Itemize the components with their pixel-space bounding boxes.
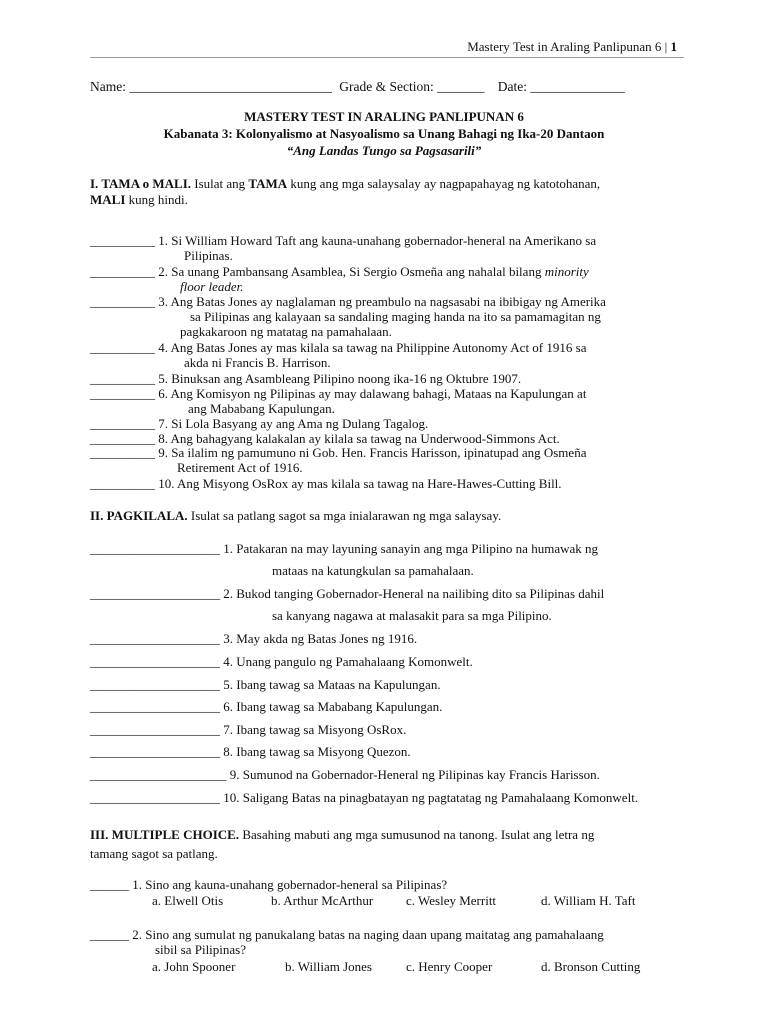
list-item	[90, 541, 598, 557]
list-item	[90, 340, 586, 356]
part2-heading: II. PAGKILALA.	[90, 508, 188, 523]
list-item	[90, 445, 586, 461]
list-item	[90, 294, 606, 310]
item-text-cont: ang Mababang Kapulungan.	[188, 401, 335, 416]
item-text: 7. Si Lola Basyang ay ang Ama ng Dulang Tagalog.	[158, 416, 429, 431]
item-text-cont: akda ni Francis B. Harrison.	[184, 355, 331, 370]
list-item	[90, 586, 604, 602]
item-text-cont: sa Pilipinas ang kalayaan sa sandaling maging handa na ito sa pamamagitan ng	[190, 309, 601, 324]
item-text: 9. Sa ilalim ng pamumuno ni Gob. Hen. Francis Harisson, ipinatupad ang Osmeña	[158, 445, 587, 460]
item-text: 1. Patakaran na may layuning sanayin ang mga Pilipino na humawak ng	[223, 541, 598, 556]
part3-instructions	[90, 827, 594, 843]
chapter-title: Kabanata 3: Kolonyalismo at Nasyoalismo sa Unang Bahagi ng Ika-20 Dantaon	[163, 126, 605, 141]
chapter-subtitle: “Ang Landas Tungo sa Pagsasarili”	[286, 143, 482, 158]
list-item	[90, 371, 521, 387]
answer-blank[interactable]: __________	[90, 340, 155, 355]
part2-instructions	[90, 508, 501, 524]
name-label: Name:	[90, 79, 126, 94]
item-text: 9. Sumunod na Gobernador-Heneral ng Pilipinas kay Francis Harisson.	[229, 767, 600, 782]
list-item	[90, 264, 589, 280]
list-item	[90, 722, 406, 738]
answer-blank[interactable]: __________	[90, 371, 155, 386]
part1-instructions	[90, 176, 600, 192]
item-text: 10. Ang Misyong OsRox ay mas kilala sa tawag na Hare-Hawes-Cutting Bill.	[158, 476, 562, 491]
answer-blank[interactable]: __________	[90, 264, 155, 279]
choice-c: c. Wesley Merritt	[406, 893, 497, 908]
part1-instr-text: Isulat ang	[194, 176, 246, 191]
part1-instr-mali: MALI	[90, 192, 126, 207]
info-line	[90, 79, 625, 95]
choice-b: b. William Jones	[285, 959, 372, 974]
answer-blank[interactable]: ____________________	[90, 631, 220, 646]
answer-blank[interactable]: __________	[90, 294, 155, 309]
answer-blank[interactable]: __________	[90, 233, 155, 248]
list-item	[90, 699, 442, 715]
header-page-number: 1	[670, 39, 677, 54]
running-header	[467, 39, 677, 55]
answer-blank[interactable]: __________	[90, 445, 155, 460]
item-text-italic: minority	[544, 264, 589, 279]
item-text-cont: pagkakaroon ng matatag na pamahalaan.	[180, 324, 392, 339]
grade-section-field[interactable]: _______	[437, 79, 485, 94]
item-text: 6. Ibang tawag sa Mababang Kapulungan.	[223, 699, 443, 714]
item-text-cont: mataas na katungkulan sa pamahalaan.	[272, 563, 474, 578]
answer-blank[interactable]: ____________________	[90, 722, 220, 737]
question-text: 2. Sino ang sumulat ng panukalang batas na naging daan upang maitatag ang pamahalaang	[132, 927, 604, 942]
list-item	[90, 677, 441, 693]
list-item	[90, 416, 428, 432]
answer-blank[interactable]: __________	[90, 416, 155, 431]
item-text-cont: floor leader.	[180, 279, 244, 294]
item-text: 1. Si William Howard Taft ang kauna-unahang gobernador-heneral na Amerikano sa	[158, 233, 597, 248]
part1-instr-text: kung hindi.	[128, 192, 188, 207]
item-text: 3. Ang Batas Jones ay naglalaman ng preambulo na nagsasabi na ibibigay ng Amerika	[158, 294, 606, 309]
choice-c: c. Henry Cooper	[406, 959, 493, 974]
list-item	[90, 654, 473, 670]
item-text-cont: Retirement Act of 1916.	[177, 460, 303, 475]
header-rule	[90, 57, 684, 58]
name-field[interactable]: ______________________________	[129, 79, 332, 94]
item-text: 8. Ang bahagyang kalakalan ay kilala sa tawag na Underwood-Simmons Act.	[158, 431, 560, 446]
list-item	[90, 744, 411, 760]
item-text: 7. Ibang tawag sa Misyong OsRox.	[223, 722, 407, 737]
item-text: 10. Saligang Batas na pinagbatayan ng pagtatatag ng Pamahalaang Komonwelt.	[223, 790, 639, 805]
list-item	[90, 476, 562, 492]
item-text: 2. Bukod tanging Gobernador-Heneral na nailibing dito sa Pilipinas dahil	[223, 586, 605, 601]
list-item	[90, 767, 600, 783]
item-text-cont: sa kanyang nagawa at malasakit para sa mga Pilipino.	[272, 608, 552, 623]
item-text: 4. Ang Batas Jones ay mas kilala sa tawag na Philippine Autonomy Act of 1916 sa	[158, 340, 587, 355]
answer-blank[interactable]: __________	[90, 386, 155, 401]
item-text: 5. Binuksan ang Asambleang Pilipino noong ika-16 ng Oktubre 1907.	[158, 371, 522, 386]
choice-b: b. Arthur McArthur	[271, 893, 374, 908]
header-text: Mastery Test in Araling Panlipunan 6 |	[467, 39, 668, 54]
answer-blank[interactable]: ____________________	[90, 699, 220, 714]
question-1	[90, 877, 447, 893]
list-item	[90, 790, 638, 806]
choice-d: d. Bronson Cutting	[541, 959, 641, 974]
question-text: 1. Sino ang kauna-unahang gobernador-heneral sa Pilipinas?	[132, 877, 448, 892]
item-text: 2. Sa unang Pambansang Asamblea, Si Sergio Osmeña ang nahalal bilang	[158, 264, 542, 279]
answer-blank[interactable]: ____________________	[90, 677, 220, 692]
item-text: 4. Unang pangulo ng Pamahalaang Komonwelt.	[223, 654, 473, 669]
part3-instr-text-line2: tamang sagot sa patlang.	[90, 846, 218, 861]
choice-a: a. Elwell Otis	[152, 893, 224, 908]
item-text: 6. Ang Komisyon ng Pilipinas ay may dalawang bahagi, Mataas na Kapulungan at	[158, 386, 587, 401]
part1-instr-text: kung ang mga salaysalay ay nagpapahayag ng katotohanan,	[290, 176, 601, 191]
part1-heading: I. TAMA o MALI.	[90, 176, 191, 191]
grade-label: Grade & Section:	[339, 79, 434, 94]
answer-blank[interactable]: ____________________	[90, 541, 220, 556]
list-item	[90, 233, 596, 249]
part1-instr-tama: TAMA	[248, 176, 288, 191]
answer-blank[interactable]: ____________________	[90, 586, 220, 601]
choice-a: a. John Spooner	[152, 959, 236, 974]
item-text: 3. May akda ng Batas Jones ng 1916.	[223, 631, 418, 646]
choice-d: d. William H. Taft	[541, 893, 636, 908]
part3-heading: III. MULTIPLE CHOICE.	[90, 827, 240, 842]
date-label: Date:	[497, 79, 527, 94]
item-text-cont: Pilipinas.	[184, 248, 233, 263]
question-text-cont: sibil sa Pilipinas?	[155, 942, 246, 957]
answer-blank[interactable]: ______	[90, 877, 129, 892]
item-text: 5. Ibang tawag sa Mataas na Kapulungan.	[223, 677, 441, 692]
item-text: 8. Ibang tawag sa Misyong Quezon.	[223, 744, 411, 759]
part3-instr-text: Basahing mabuti ang mga sumusunod na tanong. Isulat ang letra ng	[242, 827, 595, 842]
answer-blank[interactable]: ______	[90, 927, 129, 942]
answer-blank[interactable]: __________	[90, 476, 155, 491]
list-item	[90, 631, 417, 647]
list-item	[90, 386, 586, 402]
answer-blank[interactable]: ____________________	[90, 654, 220, 669]
answer-blank[interactable]: ____________________	[90, 744, 220, 759]
date-field[interactable]: ______________	[530, 79, 625, 94]
answer-blank[interactable]: _____________________	[90, 767, 227, 782]
answer-blank[interactable]: ____________________	[90, 790, 220, 805]
answer-blank[interactable]: __________	[90, 431, 155, 446]
part2-instr-text: Isulat sa patlang sagot sa mga inialarawan ng mga salaysay.	[190, 508, 502, 523]
part1-instructions-line2	[90, 192, 188, 208]
question-2	[90, 927, 604, 943]
test-title: MASTERY TEST IN ARALING PANLIPUNAN 6	[244, 109, 524, 124]
